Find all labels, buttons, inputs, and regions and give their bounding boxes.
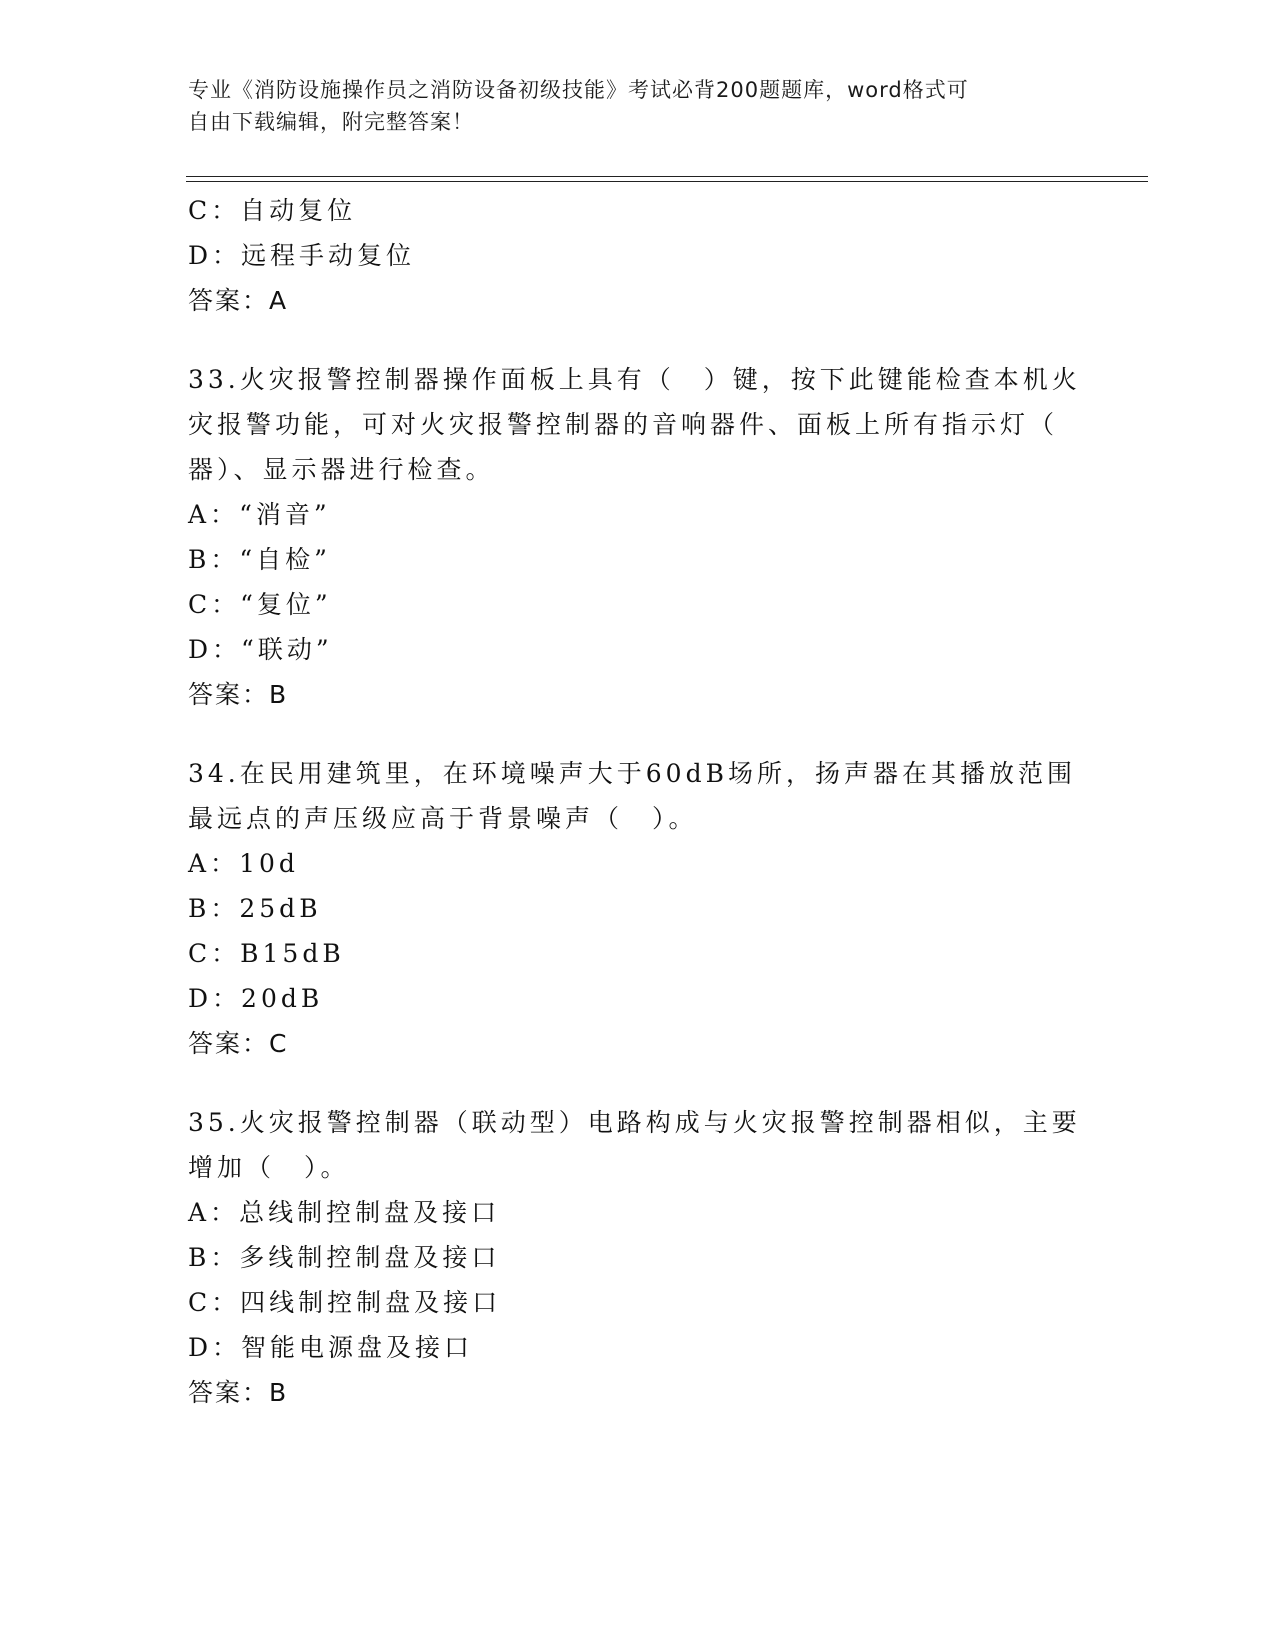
- option-key: C：: [188, 1288, 241, 1317]
- option-text: 多线制控制盘及接口: [239, 1243, 501, 1272]
- question-line: 增加（ ）。: [188, 1153, 350, 1182]
- option-key: D：: [188, 635, 242, 664]
- option-b: [188, 537, 1088, 582]
- answer-line: 答案：A: [188, 286, 289, 315]
- option-text: 25dB: [239, 894, 322, 923]
- option-text: 总线制控制盘及接口: [239, 1198, 501, 1227]
- header-divider-bottom: [186, 181, 1148, 182]
- option-text: “消音”: [239, 500, 331, 529]
- option-key: B：: [188, 894, 240, 923]
- option-text: “自检”: [239, 545, 331, 574]
- option-key: B：: [188, 1243, 240, 1272]
- option-key: C：: [188, 196, 241, 225]
- answer-line: 答案：B: [188, 680, 289, 709]
- option-text: 20dB: [241, 984, 324, 1013]
- option-c: [188, 931, 1088, 976]
- option-key: A：: [188, 1198, 240, 1227]
- option-a: [188, 1190, 1088, 1235]
- question-text: [188, 357, 1081, 492]
- question-line: 最远点的声压级应高于背景噪声（ ）。: [188, 804, 698, 833]
- option-key: A：: [188, 849, 240, 878]
- question-line: 35.火灾报警控制器（联动型）电路构成与火灾报警控制器相似，主要: [188, 1108, 1081, 1137]
- option-key: A：: [188, 500, 240, 529]
- option-text: 10d: [239, 849, 299, 878]
- question-text: [188, 751, 1076, 841]
- option-text: 四线制控制盘及接口: [240, 1288, 502, 1317]
- option-d: [188, 976, 1088, 1021]
- question-text: [188, 1100, 1081, 1190]
- option-c: [188, 188, 1088, 233]
- option-text: “联动”: [241, 635, 333, 664]
- question-33: [188, 357, 1088, 717]
- option-text: 自动复位: [240, 196, 357, 225]
- question-line: 器）、显示器进行检查。: [188, 455, 495, 484]
- header-title-line-1: 专业《消防设施操作员之消防设备初级技能》考试必背200题题库，word格式可: [188, 78, 969, 102]
- header-title-line-2: 自由下载编辑，附完整答案！: [188, 110, 474, 134]
- question-line: 灾报警功能，可对火灾报警控制器的音响器件、面板上所有指示灯（: [188, 410, 1059, 439]
- option-d: [188, 627, 1088, 672]
- option-d: [188, 1325, 1088, 1370]
- option-c: [188, 1280, 1088, 1325]
- answer-line: 答案：C: [188, 1029, 289, 1058]
- answer-line: 答案：B: [188, 1378, 289, 1407]
- option-text: B15dB: [240, 939, 345, 968]
- option-key: C：: [188, 590, 241, 619]
- option-b: [188, 886, 1088, 931]
- option-a: [188, 841, 1088, 886]
- option-text: “复位”: [240, 590, 332, 619]
- option-key: B：: [188, 545, 240, 574]
- option-text: 远程手动复位: [241, 241, 416, 270]
- previous-question-tail: [188, 188, 1088, 323]
- question-34: [188, 751, 1088, 1066]
- option-key: D：: [188, 984, 242, 1013]
- header-divider-top: [186, 176, 1148, 177]
- option-d: [188, 233, 1088, 278]
- question-content: [188, 188, 1088, 1415]
- option-key: D：: [188, 1333, 242, 1362]
- option-key: D：: [188, 241, 242, 270]
- option-text: 智能电源盘及接口: [241, 1333, 474, 1362]
- question-line: 33.火灾报警控制器操作面板上具有（ ）键，按下此键能检查本机火: [188, 365, 1081, 394]
- option-b: [188, 1235, 1088, 1280]
- option-a: [188, 492, 1088, 537]
- option-key: C：: [188, 939, 241, 968]
- question-line: 34.在民用建筑里，在环境噪声大于60dB场所，扬声器在其播放范围: [188, 759, 1076, 788]
- document-header: [188, 74, 1068, 138]
- question-35: [188, 1100, 1088, 1415]
- option-c: [188, 582, 1088, 627]
